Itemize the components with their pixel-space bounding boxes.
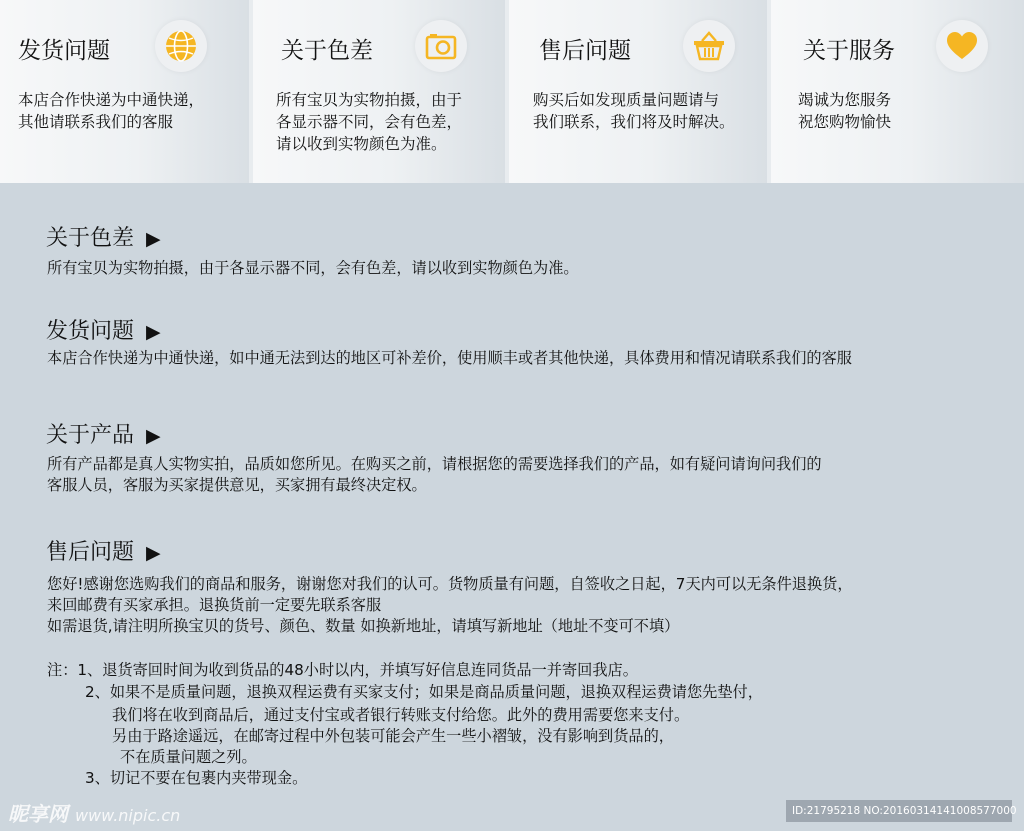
note-line: 另由于路途遥远，在邮寄过程中外包装可能会产生一些小褶皱，没有影响到货品的， xyxy=(112,727,674,745)
section-title-shipping: 发货问题 ▶ xyxy=(46,319,161,344)
note-line: 3、切记不要在包裹内夹带现金。 xyxy=(85,769,308,787)
note-line: 不在质量问题之列。 xyxy=(120,748,257,766)
section-title-product: 关于产品 ▶ xyxy=(46,423,161,448)
card-title: 发货问题 xyxy=(18,38,110,64)
camera-icon xyxy=(415,20,467,72)
card-title: 关于服务 xyxy=(803,38,895,64)
section-title-after-sales: 售后问题 ▶ xyxy=(46,540,161,565)
heart-icon xyxy=(936,20,988,72)
card-title: 售后问题 xyxy=(539,38,631,64)
section-text-shipping: 本店合作快递为中通快递，如中通无法到达的地区可补差价，使用顺丰或者其他快递，具体费用和情况请联系我们的客服 xyxy=(47,349,852,367)
watermark-brand: 昵享网 www.nipic.cn xyxy=(8,802,181,826)
info-cards xyxy=(0,0,1024,183)
card-description: 本店合作快递为中通快递， 其他请联系我们的客服 xyxy=(18,91,205,131)
basket-icon xyxy=(683,20,735,72)
arrow-right-icon: ▶ xyxy=(146,228,161,250)
card-shipping xyxy=(0,0,249,183)
card-color-diff xyxy=(253,0,505,183)
globe-icon xyxy=(155,20,207,72)
note-line: 我们将在收到商品后，通过支付宝或者银行转账支付给您。此外的费用需要您来支付。 xyxy=(112,706,690,724)
section-text-after-sales: 您好!感谢您选购我们的商品和服务，谢谢您对我们的认可。货物质量有问题，自签收之日起，7天内可以无条件退换货， 来回邮费有买家承担。退换货前一定要先联系客服 如需退货,请注明所换宝贝的货号、颜色、数量 如换新地址，请填写新地址（地址不变可不填） xyxy=(47,575,853,635)
card-description: 所有宝贝为实物拍摄，由于 各显示器不同，会有色差， 请以收到实物颜色为准。 xyxy=(276,91,463,153)
watermark-id: ID:21795218 NO:20160314141008577000 xyxy=(786,800,1012,822)
note-line: 2、如果不是质量问题，退换双程运费有买家支付；如果是商品质量问题，退换双程运费请您先垫付， xyxy=(85,683,763,701)
arrow-right-icon: ▶ xyxy=(146,542,161,564)
section-text-color-diff: 所有宝贝为实物拍摄，由于各显示器不同，会有色差，请以收到实物颜色为准。 xyxy=(47,259,579,277)
arrow-right-icon: ▶ xyxy=(146,321,161,343)
note-line: 注：1、退货寄回时间为收到货品的48小时以内，并填写好信息连同货品一并寄回我店。 xyxy=(47,661,638,679)
card-title: 关于色差 xyxy=(281,38,373,64)
section-title-color-diff: 关于色差 ▶ xyxy=(46,226,161,251)
card-service xyxy=(771,0,1024,183)
card-after-sales xyxy=(509,0,767,183)
card-description: 购买后如发现质量问题请与 我们联系，我们将及时解决。 xyxy=(533,91,735,131)
section-text-product: 所有产品都是真人实物实拍，品质如您所见。在购买之前，请根据您的需要选择我们的产品，如有疑问请询问我们的 客服人员，客服为买家提供意见，买家拥有最终决定权。 xyxy=(47,455,822,494)
arrow-right-icon: ▶ xyxy=(146,425,161,447)
card-description: 竭诚为您服务 祝您购物愉快 xyxy=(798,91,892,131)
